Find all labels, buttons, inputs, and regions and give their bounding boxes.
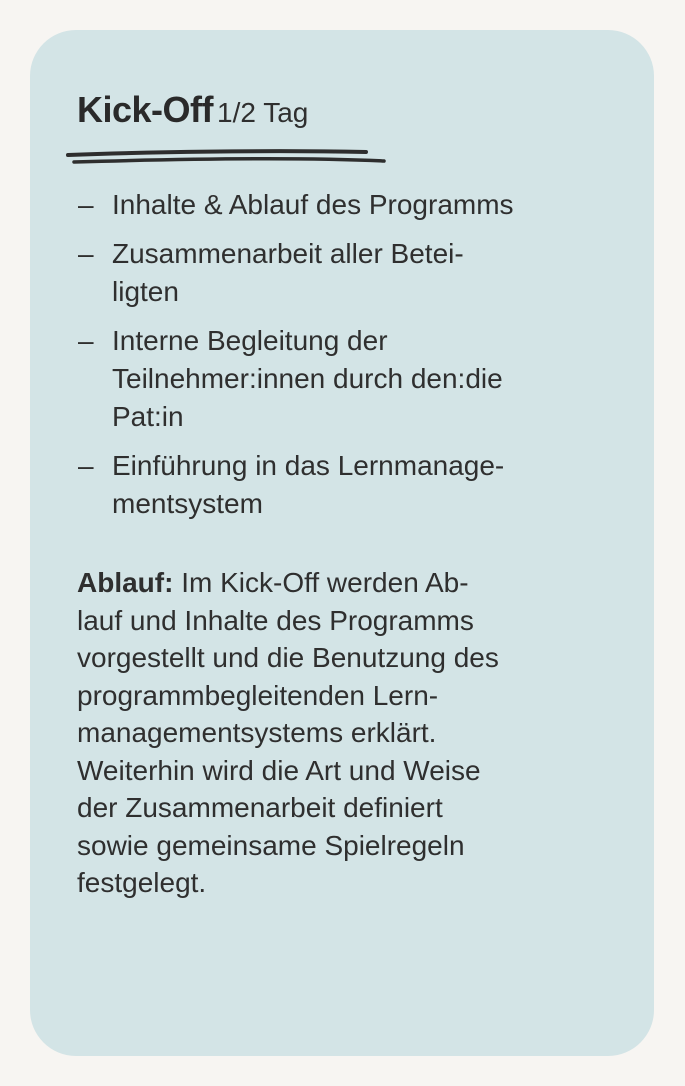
- list-item: [76, 447, 606, 523]
- list-item: [76, 235, 606, 311]
- title-duration: 1/2 Tag: [217, 97, 309, 128]
- card-title: [77, 89, 309, 130]
- list-item-text: Zusammenarbeit aller Betei- ligten: [112, 238, 464, 307]
- list-item: [76, 186, 606, 224]
- title-main: Kick-Off: [77, 89, 214, 130]
- dash-marker: –: [78, 325, 94, 356]
- list-item-text: Inhalte & Ablauf des Programms: [112, 189, 514, 220]
- dash-marker: –: [78, 238, 94, 269]
- list-item-text: Interne Begleitung der Teilnehmer:innen durch den:die Pat:in: [112, 325, 503, 432]
- list-item: [76, 322, 606, 436]
- title-underline-decoration: [66, 144, 386, 166]
- info-card: [30, 30, 654, 1056]
- topic-list: [76, 186, 606, 534]
- dash-marker: –: [78, 450, 94, 481]
- procedure-paragraph: [77, 564, 612, 902]
- paragraph-text: Im Kick-Off werden Ab- lauf und Inhalte des Programms vorgestellt und die Benutzung des programmbegleitenden Lern- managementsystems erklärt. Weiterhin wird die Art und Weise der Zusammenarbeit definiert sowie gemeinsame Spielregeln festgelegt.: [77, 567, 499, 898]
- paragraph-label: Ablauf:: [77, 567, 174, 598]
- dash-marker: –: [78, 189, 94, 220]
- list-item-text: Einführung in das Lernmanage- mentsystem: [112, 450, 505, 519]
